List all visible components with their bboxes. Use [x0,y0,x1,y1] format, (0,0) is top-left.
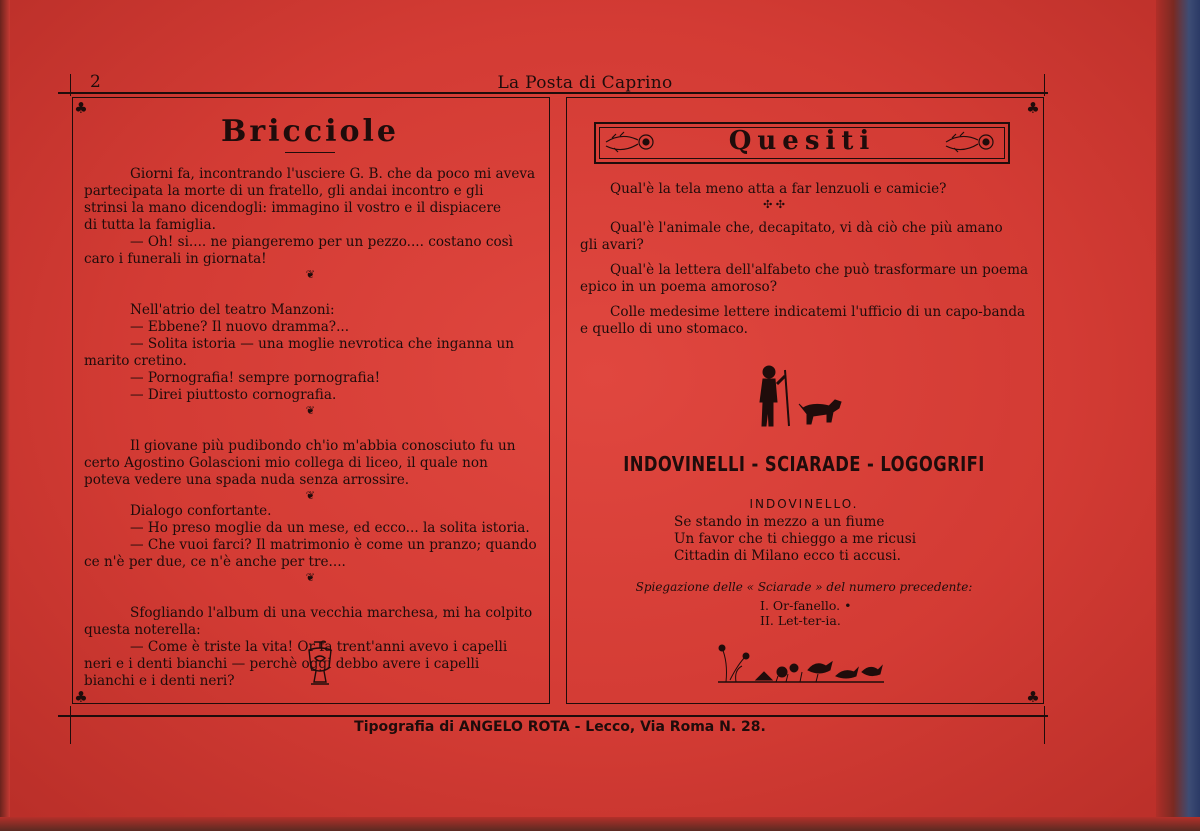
birds-and-flowers-vignette-icon [716,642,886,688]
quesiti-title-box [594,122,1010,164]
text-line: neri e i denti bianchi — perchè oggi debbo avere i capelli [84,656,480,672]
sciarade-answers [760,598,851,628]
text-line: — Ebbene? Il nuovo dramma?... [130,319,350,335]
answer-line: I. Or-fanello. • [760,598,852,613]
text-line: Nell'atrio del teatro Manzoni: [130,302,335,318]
child-and-dog-silhouette-icon [755,364,847,432]
text-line: — Ho preso moglie da un mese, ed ecco... la solita istoria. [130,520,530,536]
bricciole-text [84,166,537,690]
question-line: gli avari? [580,237,644,253]
column-title-quesiti: Quesiti [728,126,876,156]
text-line: — Pornografia! sempre pornografia! [130,370,381,386]
page-number: 2 [90,72,101,92]
anecdote-3 [84,438,537,489]
text-line: di tutta la famiglia. [84,217,216,233]
corner-ornament-icon: ♣ [1026,688,1040,706]
text-line: — Oh! si.... ne piangeremo per un pezzo.... costano così [130,234,513,250]
indovinello-subheading: INDOVINELLO. [749,497,859,511]
answer-line: II. Let-ter-ia. [760,613,841,628]
text-line: — Che vuoi farci? Il matrimonio è come un pranzo; quando [130,537,537,553]
explanation-line: Spiegazione delle « Sciarade » del numero precedente: [635,580,973,594]
book-spine [1156,0,1200,831]
corner-ornament-icon: ♣ [1026,99,1040,117]
section-heading: INDOVINELLI - SCIARADE - LOGOGRIFI [623,452,985,476]
text-line: marito cretino. [84,353,187,369]
question-line: Qual'è la tela meno atta a far lenzuoli e camicie? [610,181,947,197]
page-bottom-edge [0,817,1200,831]
text-line: poteva vedere una spada nuda senza arrossire. [84,472,410,488]
anecdote-4 [84,503,537,571]
quesiti-questions [580,181,1028,338]
vase-ornament-icon [303,638,337,690]
text-line: Dialogo confortante. [130,503,272,519]
divider-ornament-icon: ✣ ✣ [763,198,785,211]
divider-ornament-icon: ❦ [305,489,315,502]
indovinello-verse [674,514,916,565]
verse-line: Se stando in mezzo a un fiume [674,514,885,530]
text-line: ce n'è per due, ce n'è anche per tre.... [84,554,346,570]
question-line: Qual'è l'animale che, decapitato, vi dà ciò che più amano [610,220,1003,236]
corner-ornament-icon: ♣ [74,99,88,117]
text-line: — Direi piuttosto cornografia. [130,387,337,403]
floral-ornament-right-icon [942,128,1002,156]
running-title: La Posta di Caprino [497,73,673,93]
text-line: — Solita istoria — una moglie nevrotica che inganna un [130,336,515,352]
text-line: partecipata la morte di un fratello, gli andai incontro e gli [84,183,484,199]
text-line: questa noterella: [84,622,201,638]
verse-line: Un favor che ti chieggo a me ricusi [674,531,917,547]
text-line: caro i funerali in giornata! [84,251,267,267]
header-rule [58,92,1048,94]
question-line: e quello di uno stomaco. [580,321,748,337]
footer-left-tick [70,706,71,744]
text-line: Giorni fa, incontrando l'usciere G. B. che da poco mi aveva [130,166,536,182]
divider-ornament-icon: ❦ [305,404,315,417]
anecdote-1 [84,166,537,268]
column-title-bricciole: Bricciole [221,114,399,149]
question-line: Colle medesime lettere indicatemi l'ufficio di un capo-banda [610,304,1026,320]
text-line: bianchi e i denti neri? [84,673,235,689]
title-swash [285,152,335,153]
text-line: Il giovane più pudibondo ch'io m'abbia conosciuto fu un [130,438,516,454]
corner-ornament-icon: ♣ [74,688,88,706]
divider-ornament-icon: ❦ [305,268,315,281]
question-line: epico in un poema amoroso? [580,279,778,295]
floral-ornament-left-icon [602,128,662,156]
footer-rule [58,715,1048,717]
text-line: certo Agostino Golascioni mio collega di liceo, il quale non [84,455,488,471]
question-line: Qual'è la lettera dell'alfabeto che può trasformare un poema [610,262,1029,278]
text-line: strinsi la mano dicendogli: immagino il vostro e il dispiacere [84,200,501,216]
divider-ornament-icon: ❦ [305,571,315,584]
text-line: — Come è triste la vita! Or fa trent'anni avevo i capelli [130,639,508,655]
text-line: Sfogliando l'album di una vecchia marchesa, mi ha colpito [130,605,533,621]
printer-imprint: Tipografia di ANGELO ROTA - Lecco, Via Roma N. 28. [354,719,766,735]
anecdote-2 [84,302,537,404]
verse-line: Cittadin di Milano ecco ti accusi. [674,548,901,564]
page-left-edge [0,0,10,831]
